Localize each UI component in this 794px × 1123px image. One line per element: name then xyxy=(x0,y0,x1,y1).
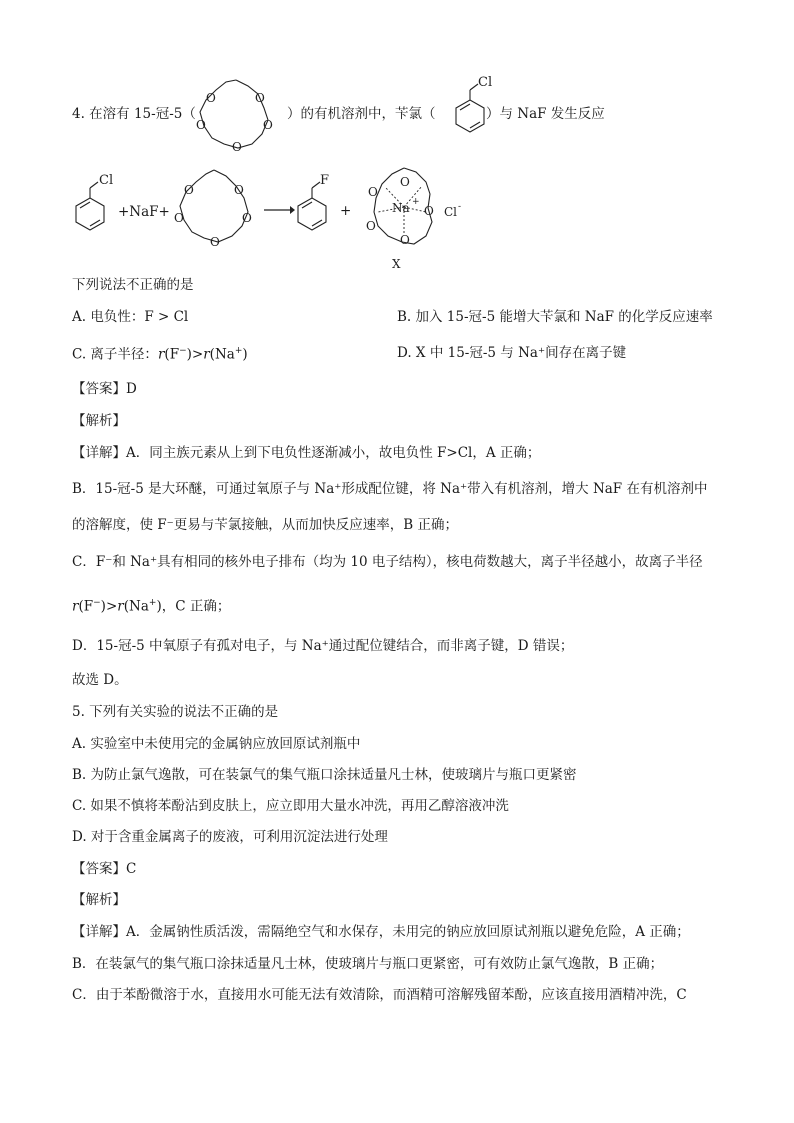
f-ion: F xyxy=(169,346,180,363)
reactant-ring-o-2: O xyxy=(234,183,244,197)
q4-stem-part-a: 4. 在溶有 15-冠-5（ xyxy=(72,106,196,122)
detail-r-symbol: r xyxy=(72,598,79,615)
ring-o-3: O xyxy=(196,118,206,132)
ring-o-1: O xyxy=(206,91,216,105)
benzyl-chloride-reactant-icon xyxy=(72,168,118,248)
detail-paren-close-2: ) xyxy=(156,598,162,615)
reaction-plus: + xyxy=(340,203,352,219)
detail-r-symbol-2: r xyxy=(117,598,124,615)
complex-cl-charge: - xyxy=(458,202,462,212)
complex-na-label: Na xyxy=(392,201,410,215)
r-symbol: r xyxy=(157,346,165,363)
reactant-ring-o-3: O xyxy=(174,211,184,225)
reactant-ring-o-4: O xyxy=(242,211,252,225)
reactant-cl-label: Cl xyxy=(99,173,114,188)
q4-option-a: A. 电负性：F > Cl xyxy=(72,309,189,325)
complex-ring-o-3: O xyxy=(424,204,434,218)
complex-ring-o-5: O xyxy=(400,233,410,247)
complex-ring-o-4: O xyxy=(366,219,376,233)
crown-complex-x-icon xyxy=(356,162,476,272)
detail-f-charge: − xyxy=(93,598,101,608)
q4-detail-a: 【详解】A．同主族元素从上到下电负性逐渐减小，故电负性 F>Cl，A 正确； xyxy=(72,445,541,461)
crown-ether-15-5-icon xyxy=(186,72,286,158)
crown-ether-reactant-icon xyxy=(164,162,264,254)
detail-paren-open: ( xyxy=(78,598,84,615)
q4-stem-part-b: ）的有机溶剂中，苄氯（ xyxy=(287,106,436,122)
paren-close-2: ) xyxy=(242,346,248,363)
cl-label: Cl xyxy=(478,75,493,90)
complex-x-label: X xyxy=(392,257,401,271)
q5-answer: 【答案】C xyxy=(72,861,137,877)
paren-open-2: ( xyxy=(209,346,215,363)
q4-detail-c2 xyxy=(72,594,230,616)
ring-o-2: O xyxy=(255,91,265,105)
paren-open: ( xyxy=(164,346,170,363)
q4-option-c-prefix: C. 离子半径： xyxy=(72,346,158,363)
q5-detail-a: 【详解】A．金属钠性质活泼，需隔绝空气和水保存，未用完的钠应放回原试剂瓶以避免危险，A 正确； xyxy=(72,924,690,940)
q5-stem: 5. 下列有关实验的说法不正确的是 xyxy=(72,704,279,720)
q4-option-b: B. 加入 15-冠-5 能增大苄氯和 NaF 的化学反应速率 xyxy=(397,309,713,325)
q5-detail-c: C．由于苯酚微溶于水，直接用水可能无法有效清除，而酒精可溶解残留苯酚，应该直接用酒精冲洗，C xyxy=(72,987,687,1003)
detail-gt-sign: > xyxy=(105,598,118,615)
q4-detail-c1: C．F⁻和 Na⁺具有相同的核外电子排布（均为 10 电子结构），核电荷数越大，离子半径越小，故离子半径 xyxy=(72,554,703,570)
ring-o-4: O xyxy=(263,118,273,132)
reactant-ring-o-5: O xyxy=(210,235,220,249)
product-f-label: F xyxy=(320,173,330,188)
detail-na-charge: + xyxy=(148,598,157,608)
q5-option-c: C. 如果不慎将苯酚沾到皮肤上，应立即用大量水冲洗，再用乙醇溶液冲洗 xyxy=(72,798,509,814)
detail-na-ion: Na xyxy=(129,598,149,615)
q4-detail-b2: 的溶解度，使 F⁻更易与苄氯接触，从而加快反应速率，B 正确； xyxy=(72,517,458,533)
q4-detail-b1: B．15-冠-5 是大环醚，可通过氧原子与 Na⁺形成配位键，将 Na⁺带入有机溶剂，增大 NaF 在有机溶剂中 xyxy=(72,481,708,497)
reaction-arrow-icon xyxy=(262,204,296,216)
benzyl-fluoride-icon xyxy=(292,168,338,248)
q4-answer: 【答案】D xyxy=(72,381,137,397)
complex-ring-o-1: O xyxy=(368,185,378,199)
q5-detail-b: B．在装氯气的集气瓶口涂抹适量凡士林，使玻璃片与瓶口更紧密，可有效防止氯气逸散，B 正确； xyxy=(72,956,664,972)
detail-f-ion: F xyxy=(83,598,94,615)
complex-cl-label: Cl xyxy=(444,205,458,219)
r-symbol-2: r xyxy=(203,346,210,363)
q5-option-a: A. 实验室中未使用完的金属钠应放回原试剂瓶中 xyxy=(72,736,361,752)
detail-paren-open-2: ( xyxy=(123,598,130,615)
ring-o-5: O xyxy=(232,140,242,154)
q4-conclusion: 故选 D。 xyxy=(72,672,128,688)
detail-paren-close: ) xyxy=(100,598,106,615)
q4-prompt: 下列说法不正确的是 xyxy=(72,277,194,293)
q4-detail-d: D．15-冠-5 中氧原子有孤对电子，与 Na⁺通过配位键结合，而非离子键，D 错误； xyxy=(72,638,574,654)
detail-c2-suffix: ，C 正确； xyxy=(161,598,231,615)
complex-ring-o-2: O xyxy=(400,175,410,189)
reactant-ring-o-1: O xyxy=(184,183,194,197)
q5-analysis: 【解析】 xyxy=(72,892,126,908)
gt-sign: > xyxy=(191,346,204,363)
q5-option-b: B. 为防止氯气逸散，可在装氯气的集气瓶口涂抹适量凡士林，使玻璃片与瓶口更紧密 xyxy=(72,767,577,783)
na-ion: Na xyxy=(214,346,235,363)
reaction-plus-naf: +NaF+ xyxy=(118,204,170,220)
na-charge: + xyxy=(234,346,243,356)
q4-option-c xyxy=(72,342,248,364)
q4-stem-part-c: ）与 NaF 发生反应 xyxy=(486,106,605,122)
f-charge: − xyxy=(179,346,187,356)
paren-close: ) xyxy=(186,346,192,363)
q4-analysis: 【解析】 xyxy=(72,413,126,429)
q4-option-d: D. X 中 15-冠-5 与 Na⁺间存在离子键 xyxy=(397,345,627,361)
q5-option-d: D. 对于含重金属离子的废液，可利用沉淀法进行处理 xyxy=(72,829,388,845)
complex-na-charge: + xyxy=(412,197,420,207)
